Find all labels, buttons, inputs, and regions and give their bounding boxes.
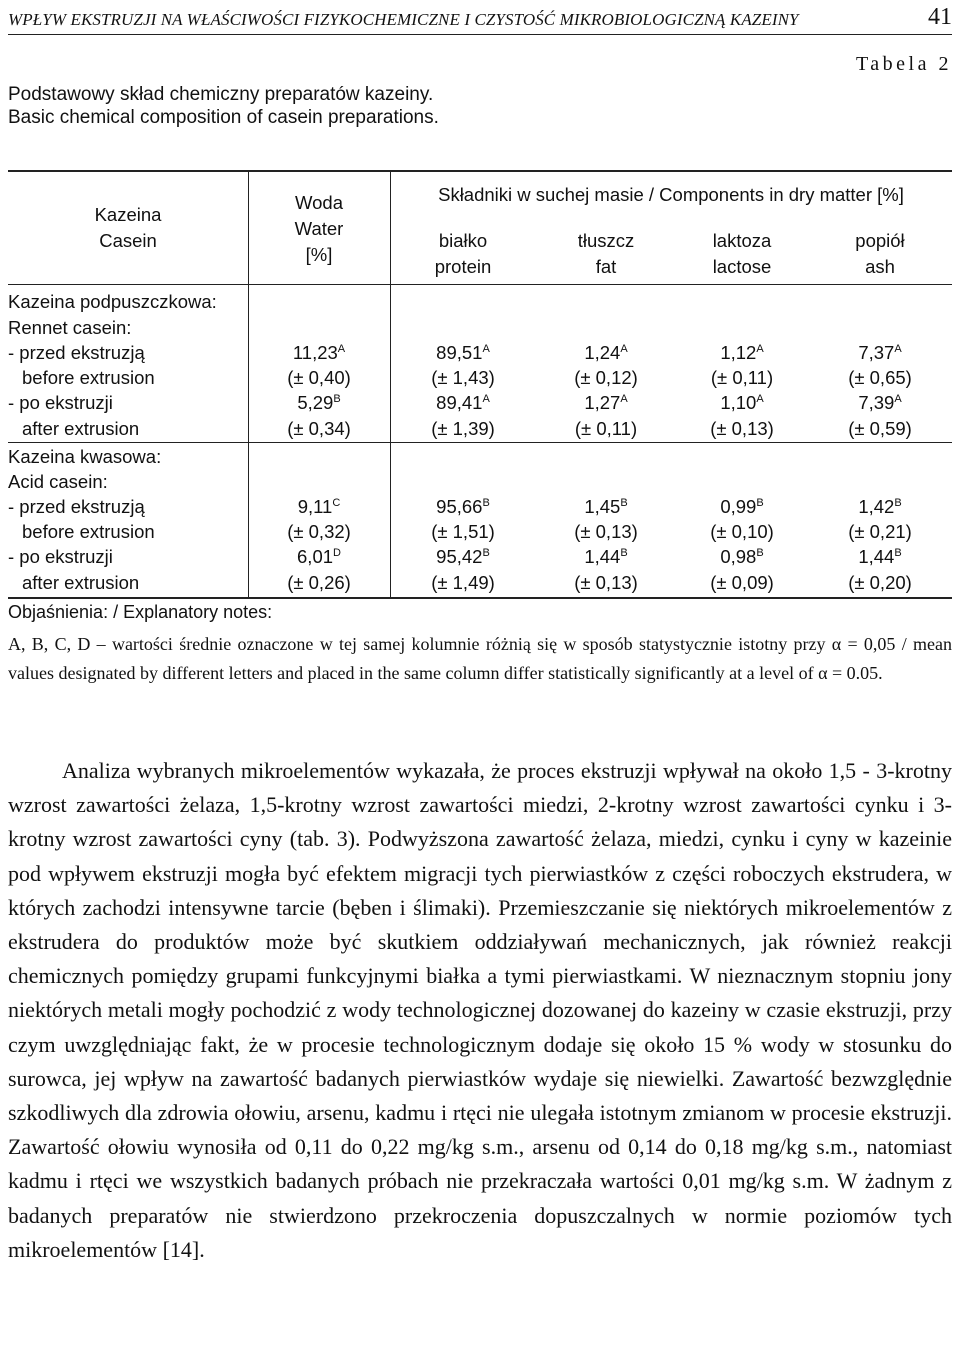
- header-fat-en: fat: [595, 256, 617, 277]
- group-title-pl: Kazeina podpuszczkowa:: [8, 291, 217, 312]
- row-label-pl: - przed ekstruzją: [8, 496, 145, 517]
- table-caption-en: Basic chemical composition of casein preparations.: [8, 107, 439, 128]
- row-label-pl: - po ekstruzji: [8, 546, 113, 567]
- value-mean: $1,44^B$: [584, 546, 628, 567]
- value-sd: (± 1,51): [431, 521, 495, 542]
- value-mean: $1,45^B$: [584, 496, 628, 517]
- header-water-unit: [%]: [305, 244, 333, 265]
- header-water-en: Water: [294, 218, 344, 239]
- row-label-en: after extrusion: [22, 418, 140, 439]
- value-mean: $7,37^A$: [858, 342, 902, 363]
- page-number: 41: [928, 4, 952, 30]
- value-mean: $1,12^A$: [720, 342, 764, 363]
- value-sd: (± 0,59): [848, 418, 912, 439]
- value-sd: (± 0,10): [710, 521, 774, 542]
- header-protein-pl: białko: [438, 230, 488, 251]
- value-mean: $95,42^B$: [436, 546, 490, 567]
- table-column-rule: [248, 172, 249, 597]
- group-title-pl: Kazeina kwasowa:: [8, 446, 162, 467]
- value-sd: (± 0,65): [848, 367, 912, 388]
- header-lactose-pl: laktoza: [712, 230, 772, 251]
- value-mean: $11,23^A$: [292, 342, 346, 363]
- row-label-en: before extrusion: [22, 521, 155, 542]
- value-sd: (± 0,13): [574, 572, 638, 593]
- group-title-en: Acid casein:: [8, 471, 108, 492]
- row-label-en: after extrusion: [22, 572, 140, 593]
- value-sd: (± 0,32): [287, 521, 351, 542]
- value-mean: $1,44^B$: [858, 546, 902, 567]
- value-sd: (± 0,13): [574, 521, 638, 542]
- value-sd: (± 0,20): [848, 572, 912, 593]
- row-label-en: before extrusion: [22, 367, 155, 388]
- value-sd: (± 1,43): [431, 367, 495, 388]
- value-sd: (± 0,11): [710, 367, 774, 388]
- value-mean: $1,24^A$: [584, 342, 628, 363]
- value-mean: $1,10^A$: [720, 392, 764, 413]
- notes-text: A, B, C, D – wartości średnie oznaczone w tej samej kolumnie różnią się w sposób statystycznie istotny przy α = 0,05 / mean values designated by different letters and placed in the same column differ statistically significantly at a level of α = 0.05.: [8, 634, 952, 683]
- value-sd: (± 1,39): [431, 418, 495, 439]
- value-sd: (± 0,11): [574, 418, 638, 439]
- value-mean: $5,29^B$: [297, 392, 341, 413]
- header-ash-en: ash: [865, 256, 895, 277]
- header-fat-pl: tłuszcz: [577, 230, 635, 251]
- value-sd: (± 0,34): [287, 418, 351, 439]
- header-protein-en: protein: [434, 256, 492, 277]
- value-sd: (± 0,21): [848, 521, 912, 542]
- running-header: [8, 4, 952, 35]
- row-label-pl: - przed ekstruzją: [8, 342, 145, 363]
- table-caption-pl: Podstawowy skład chemiczny preparatów kazeiny.: [8, 84, 434, 105]
- table-column-rule: [390, 172, 391, 597]
- group-title-en: Rennet casein:: [8, 317, 132, 338]
- header-ash-pl: popiół: [855, 230, 905, 251]
- notes-heading: Objaśnienia: / Explanatory notes:: [8, 602, 273, 622]
- header-lactose-en: lactose: [712, 256, 772, 277]
- value-mean: $6,01^D$: [297, 546, 341, 567]
- value-sd: (± 0,40): [287, 367, 351, 388]
- running-title: WPŁYW EKSTRUZJI NA WŁAŚCIWOŚCI FIZYKOCHEMICZNE I CZYSTOŚĆ MIKROBIOLOGICZNĄ KAZEINY: [8, 10, 799, 29]
- value-mean: $7,39^A$: [858, 392, 902, 413]
- value-mean: $9,11^C$: [297, 496, 341, 517]
- table-label: Tabela 2: [855, 53, 952, 75]
- value-mean: $89,51^A$: [436, 342, 490, 363]
- header-water-pl: Woda: [295, 192, 343, 213]
- table-header-rule: [8, 284, 952, 285]
- body-paragraph: [8, 754, 952, 1267]
- body-paragraph-text: Analiza wybranych mikroelementów wykazała, że proces ekstruzji wpływał na około 1,5 - 3-krotny wzrost zawartości żelaza, 1,5-krotny wzrost zawartości miedzi, 2-krotny wzrost zawartości cynku i 3-krotny wzrost zawartości cyny (tab. 3). Podwyższona zawartość żelaza, miedzi, cynku i cyny w kazeinie pod wpływem ekstruzji mogła być efektem migracji tych pierwiastków z części roboczych ekstrudera, w których zachodzi intensywne tarcie (bęben i ślimaki). Przemieszczanie się niektórych mikroelementów z ekstrudera do produktów może być skutkiem oddziaływań mechanicznych, jak również reakcji chemicznych pomiędzy grupami funkcyjnymi białka a tymi pierwiastkami. W nieznacznym stopniu jony niektórych metali mogły pochodzić z wody technologicznej dozowanej do kazeiny w czasie ekstruzji, przy czym uwzględniając fakt, że w procesie technologicznym dodaje się około 15 % wody w stosunku do surowca, jej wpływ na zawartość badanych pierwiastków wydaje się niewielki. Zawartość bezwzględnie szkodliwych dla zdrowia ołowiu, arsenu, kadmu i rtęci nie ulegała istotnym zmianom w procesie ekstruzji. Zawartość ołowiu wynosiła od 0,11 do 0,22 mg/kg s.m., arsenu od 0,14 do 0,18 mg/kg s.m., natomiast kadmu i rtęci we wszystkich badanych próbach nie przekraczała wartości 0,01 mg/kg s.m. W żadnym z badanych preparatów nie stwierdzono przekroczenia dopuszczalnych w normie poziomów tych mikroelementów [14].: [8, 758, 952, 1262]
- header-casein-pl: Kazeina: [94, 204, 162, 225]
- row-label-pl: - po ekstruzji: [8, 392, 113, 413]
- composition-table: [8, 170, 952, 599]
- value-mean: $1,42^B$: [858, 496, 902, 517]
- value-sd: (± 0,13): [710, 418, 774, 439]
- value-mean: $1,27^A$: [584, 392, 628, 413]
- value-sd: (± 1,49): [431, 572, 495, 593]
- value-mean: $0,99^B$: [720, 496, 764, 517]
- value-mean: $89,41^A$: [436, 392, 490, 413]
- header-casein-en: Casein: [99, 230, 157, 251]
- value-mean: $0,98^B$: [720, 546, 764, 567]
- value-mean: $95,66^B$: [436, 496, 490, 517]
- value-sd: (± 0,09): [710, 572, 774, 593]
- table-group-rule: [8, 442, 952, 443]
- value-sd: (± 0,12): [574, 367, 638, 388]
- header-components: Składniki w suchej masie / Components in dry matter [%]: [438, 184, 904, 205]
- value-sd: (± 0,26): [287, 572, 351, 593]
